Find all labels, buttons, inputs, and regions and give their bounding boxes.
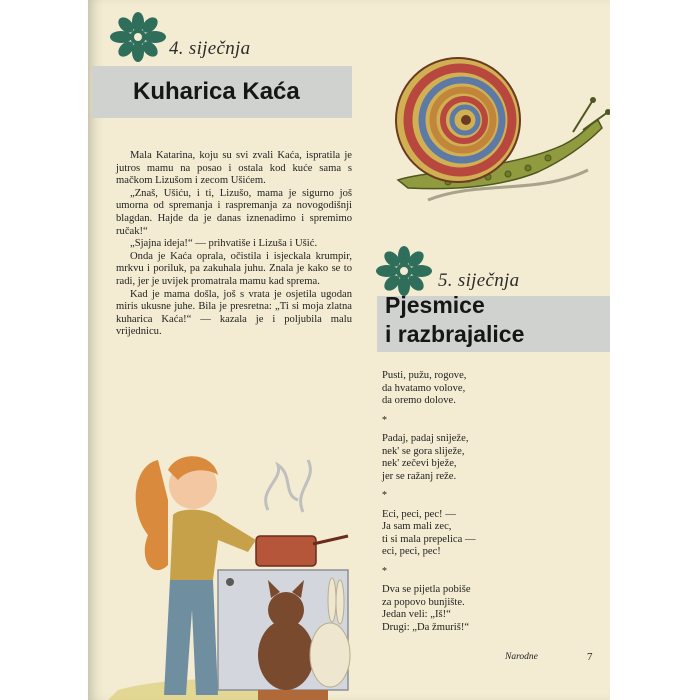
poems-title-line-1: Pjesmice (385, 292, 485, 318)
poem-line: Drugi: „Da žmuriš!“ (382, 621, 470, 633)
date-heading: 5. siječnja (438, 270, 520, 291)
story-text (116, 150, 352, 339)
poem-stanza (382, 509, 522, 559)
stanza-separator: * (382, 565, 387, 577)
date-heading: 4. siječnja (169, 38, 251, 59)
poem-line: Pusti, pužu, rogove, (382, 370, 467, 381)
poem-line: Jedan veli: „Iš!“ (382, 609, 451, 620)
story-paragraph: Kad je mama došla, još s vrata je osjetila ugodan miris ukusne juhe. Bila je presretna: „Ti si moja zlatna kuharica Kaća!“ — kazala je i poljubila malu vrijednicu. (116, 288, 352, 338)
story-paragraph: Onda je Kaća oprala, očistila i isjeckala krumpir, mrkvu i poriluk, pa zakuhala juhu. Znala je kako se to radi, jer je uvijek promatrala mamu kad sprema. (116, 250, 352, 287)
poems-column (382, 370, 522, 634)
poem-line: za popovo bunjište. (382, 596, 465, 608)
snail-illustration (388, 50, 610, 220)
story-title: Kuharica Kaća (133, 78, 300, 105)
story-paragraph: „Sjajna ideja!“ — prihvatiše i Lizuša i Ušić. (130, 238, 318, 250)
poem-line: da hvatamo volove, (382, 382, 466, 394)
stanza-separator: * (382, 490, 387, 501)
poem-line: ti si mala prepelica — (382, 533, 476, 545)
poem-stanza (382, 370, 522, 408)
poem-line: Dva se pijetla pobiše (382, 584, 471, 595)
flower-icon (110, 12, 166, 62)
flower-icon (376, 246, 432, 296)
poem-stanza (382, 584, 522, 634)
poem-line: Padaj, padaj sniježe, (382, 433, 469, 444)
book-page (88, 0, 610, 700)
page-number: 7 (587, 651, 593, 663)
story-paragraph: Mala Katarina, koju su svi zvali Kaća, ispratila je jutros mamu na posao i ostala kod kuće sama s mačkom Lizušom i zecom Ušićem. (116, 150, 352, 187)
story-paragraph: „Znaš, Ušiću, i ti, Lizušo, mama je sigurno još umorna od spremanja i raspremanja za novogodišnji blagdan. Hajde da je danas iznenadimo i spremimo ručak!“ (116, 187, 352, 237)
poem-line: Ja sam mali zec, (382, 521, 452, 532)
poem-stanza (382, 433, 522, 483)
girl-cooking-illustration (108, 440, 378, 700)
poem-line: jer se ražanj reže. (382, 470, 457, 482)
poem-line: Eci, peci, pec! — (382, 508, 456, 520)
poem-line: nek' zečevi bježe, (382, 458, 457, 469)
poem-line: da oremo dolove. (382, 395, 456, 406)
poem-line: eci, peci, pec! (382, 546, 441, 557)
stanza-separator: * (382, 414, 387, 426)
poems-title-line-2: i razbrajalice (385, 321, 525, 347)
poem-attribution: Narodne (505, 652, 538, 662)
poem-line: nek' se gora sliježe, (382, 445, 465, 457)
